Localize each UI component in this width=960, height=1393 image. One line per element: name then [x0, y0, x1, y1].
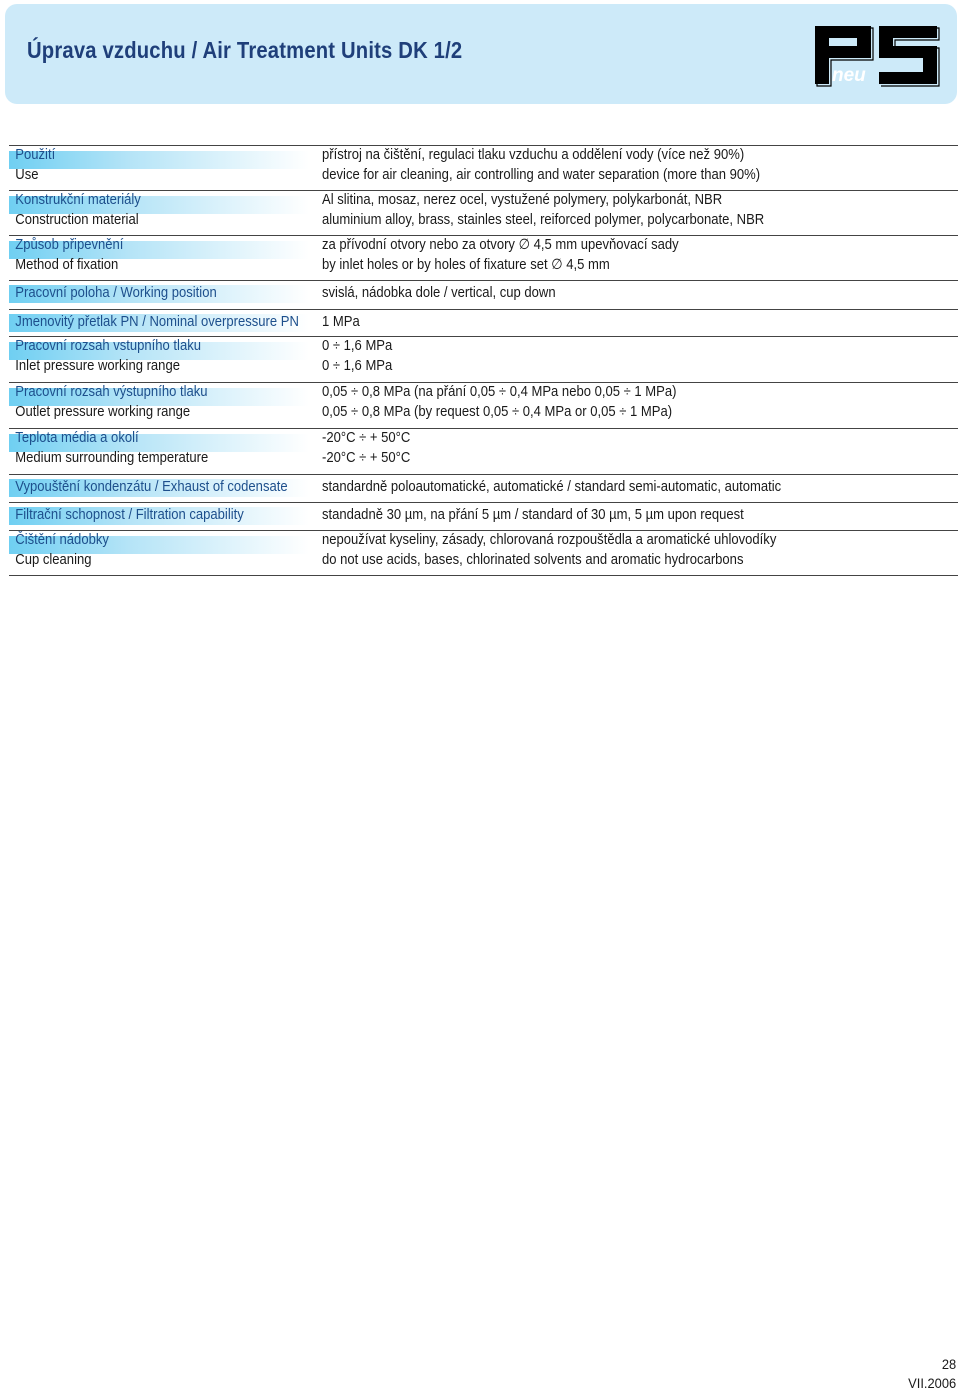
label-text: Pracovní poloha / Working position: [15, 285, 217, 301]
spec-value: [312, 310, 958, 336]
spec-label: [9, 146, 312, 190]
value-en: by inlet holes or by holes of fixature set ∅ 4,5 mm: [322, 256, 610, 273]
page-header: [5, 4, 957, 104]
value-en: aluminium alloy, brass, stainles steel, reiforced polymer, polycarbonate, NBR: [322, 211, 765, 228]
value-text: 1 MPa: [322, 314, 360, 330]
value-en: 0 ÷ 1,6 MPa: [322, 357, 393, 374]
spec-label: [9, 281, 312, 309]
value-text: svislá, nádobka dole / vertical, cup down: [322, 285, 556, 301]
label-text: Filtrační schopnost / Filtration capability: [15, 507, 244, 523]
label-text: Vypouštění kondenzátu / Exhaust of codensate: [15, 479, 288, 495]
label-cz: Pracovní rozsah vstupního tlaku: [15, 338, 202, 354]
label-en: Method of fixation: [15, 256, 119, 273]
value-cz: 0 ÷ 1,6 MPa: [322, 338, 393, 354]
value-cz: -20°C ÷ + 50°C: [322, 430, 411, 446]
label-en: Outlet pressure working range: [15, 403, 191, 420]
value-cz: nepoužívat kyseliny, zásady, chlorovaná rozpouštědla a aromatické uhlovodíky: [322, 532, 777, 548]
spec-label: [9, 191, 312, 235]
spec-row-filtration: [9, 502, 958, 530]
value-en: 0,05 ÷ 0,8 MPa (by request 0,05 ÷ 0,4 MPa or 0,05 ÷ 1 MPa): [322, 403, 673, 420]
spec-label: [9, 503, 312, 530]
spec-value: [312, 429, 958, 474]
value-en: device for air cleaning, air controlling and water separation (more than 90%): [322, 166, 761, 183]
spec-table: [9, 145, 958, 576]
spec-value: [312, 146, 958, 190]
spec-row-cup-cleaning: [9, 530, 958, 576]
spec-row-position: [9, 280, 958, 309]
spec-value: [312, 503, 958, 530]
label-cz: Teplota média a okolí: [15, 430, 139, 446]
label-cz: Použití: [15, 147, 56, 163]
value-en: do not use acids, bases, chlorinated solvents and aromatic hydrocarbons: [322, 551, 744, 568]
spec-row-material: [9, 190, 958, 235]
issue-date: VII.2006: [908, 1375, 956, 1391]
ps-neu-logo: [813, 24, 941, 88]
value-cz: 0,05 ÷ 0,8 MPa (na přání 0,05 ÷ 0,4 MPa nebo 0,05 ÷ 1 MPa): [322, 384, 677, 400]
spec-row-nominal-pressure: [9, 309, 958, 336]
spec-row-outlet-pressure: [9, 382, 958, 428]
label-cz: Pracovní rozsah výstupního tlaku: [15, 384, 208, 400]
value-cz: za přívodní otvory nebo za otvory ∅ 4,5 mm upevňovací sady: [322, 237, 679, 253]
label-en: Medium surrounding temperature: [15, 449, 209, 466]
spec-value: [312, 383, 958, 428]
label-cz: Způsob připevnění: [15, 237, 124, 253]
spec-value: [312, 191, 958, 235]
value-text: standadně 30 µm, na přání 5 µm / standard of 30 µm, 5 µm upon request: [322, 507, 744, 523]
spec-value: [312, 236, 958, 280]
spec-label: [9, 337, 312, 382]
label-cz: Čištění nádobky: [15, 532, 109, 548]
spec-label: [9, 383, 312, 428]
spec-label: [9, 475, 312, 502]
value-text: standardně poloautomatické, automatické / standard semi-automatic, automatic: [322, 479, 782, 495]
value-cz: přístroj na čištění, regulaci tlaku vzduchu a oddělení vody (více než 90%): [322, 147, 745, 163]
label-en: Use: [15, 166, 39, 183]
page-number: 28: [941, 1356, 956, 1372]
spec-label: [9, 429, 312, 474]
label-en: Construction material: [15, 211, 139, 228]
value-en: -20°C ÷ + 50°C: [322, 449, 411, 466]
value-cz: Al slitina, mosaz, nerez ocel, vystužené polymery, polykarbonát, NBR: [322, 192, 723, 208]
label-text: Jmenovitý přetlak PN / Nominal overpressure PN: [15, 314, 299, 330]
spec-row-use: [9, 145, 958, 190]
page-footer: [908, 1355, 956, 1393]
spec-row-inlet-pressure: [9, 336, 958, 382]
label-cz: Konstrukční materiály: [15, 192, 141, 208]
spec-row-fixation: [9, 235, 958, 280]
label-en: Cup cleaning: [15, 551, 92, 568]
spec-label: [9, 310, 312, 336]
spec-label: [9, 531, 312, 575]
spec-row-temperature: [9, 428, 958, 474]
spec-label: [9, 236, 312, 280]
svg-text:neu: neu: [832, 65, 866, 86]
spec-value: [312, 475, 958, 502]
page-title: Úprava vzduchu / Air Treatment Units DK 1/2: [27, 37, 463, 63]
spec-value: [312, 281, 958, 309]
spec-value: [312, 337, 958, 382]
label-en: Inlet pressure working range: [15, 357, 180, 374]
spec-row-condensate: [9, 474, 958, 502]
spec-value: [312, 531, 958, 575]
